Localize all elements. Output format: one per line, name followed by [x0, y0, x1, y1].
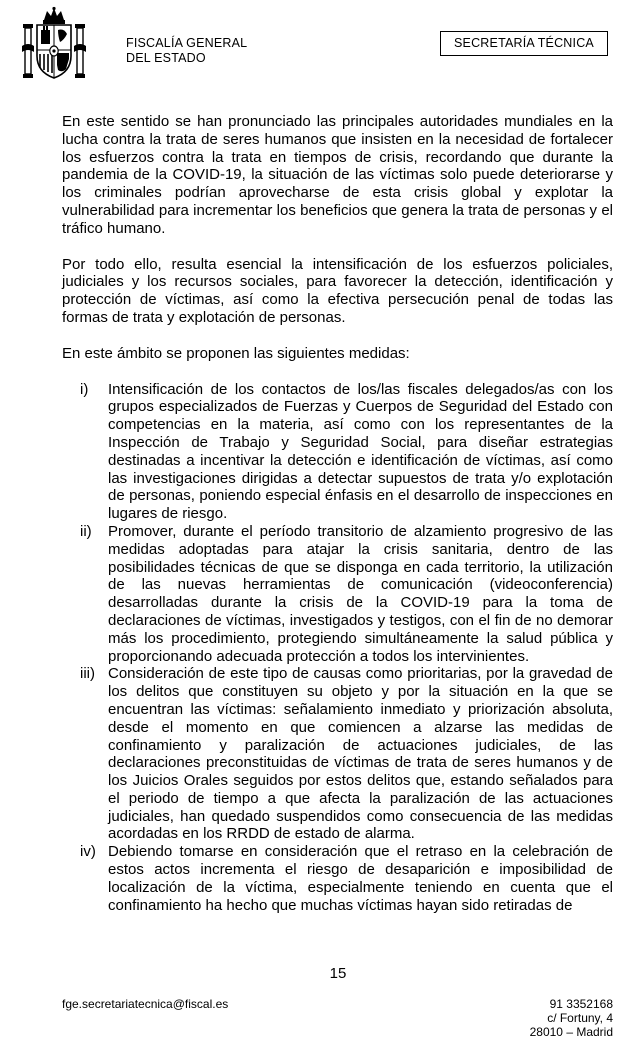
- list-marker: i): [80, 380, 89, 398]
- body-paragraph: En este sentido se han pronunciado las principales autoridades mundiales en la lucha contra la trata de seres humanos que insisten en la necesidad de fortalecer los esfuerzos contra la trata en tiempos de crisis, recordando que durante la pandemia de la COVID-19, la situación de las víctimas solo puede deteriorarse y los criminales podrían aprovecharse de esta crisis global y explotar la vulnerabilidad para incrementar los beneficios que genera la trata de personas y el tráfico humano.: [62, 113, 613, 237]
- department-label: SECRETARÍA TÉCNICA: [440, 31, 608, 56]
- list-item: [62, 665, 613, 843]
- page-header: [0, 0, 638, 80]
- list-marker: iv): [80, 843, 96, 861]
- organization-name-line1: FISCALÍA GENERAL: [126, 36, 248, 50]
- list-item-text: Promover, durante el período transitorio de alzamiento progresivo de las medidas adoptadas para atajar la crisis sanitaria, dentro de las posibilidades técnicas de que se disponga en cada territorio, la utilización de las nuevas herramientas de comunicación (videoconferencia) desarrolladas durante la crisis de la COVID-19 para la toma de declaraciones de víctimas, investigados y testigos, con el fin de no demorar más los procedimiento, protegiendo simultáneamente la salud pública y proporcionando adecuada protección a todos los intervinientes.: [108, 522, 613, 665]
- list-item-text: Debiendo tomarse en consideración que el retraso en la celebración de estos actos incrementa el riesgo de desaparición e imposibilidad de localización de la víctima, especialmente teniendo en cuenta que el confinamiento ha hecho que muchas víctimas hayan sido retiradas de: [108, 843, 613, 914]
- list-item-text: Intensificación de los contactos de los/las fiscales delegados/as con los grupos especializados de Fuerzas y Cuerpos de Seguridad del Estado con competencias en la materia, así como con los representantes de la Inspección de Trabajo y Seguridad Social, para diseñar estrategias destinadas a incentivar la detección e identificación de víctimas, así como las investigaciones dirigidas a detectar supuestos de trata y/o explotación de personas, poniendo especial énfasis en el desarrollo de inspecciones en lugares de riesgo.: [108, 380, 613, 523]
- document-body: [62, 113, 613, 914]
- footer-contact: [530, 997, 613, 1039]
- list-item: [62, 523, 613, 665]
- body-paragraph: En este ámbito se proponen las siguientes medidas:: [62, 344, 410, 362]
- spanish-coat-of-arms-icon: [20, 6, 88, 82]
- list-marker: ii): [80, 522, 92, 540]
- footer-email: fge.secretariatecnica@fiscal.es: [62, 997, 229, 1011]
- measures-list: [62, 381, 613, 915]
- page-number: 15: [329, 965, 347, 982]
- organization-name: [126, 36, 247, 66]
- list-item: [62, 381, 613, 523]
- footer-city: 28010 – Madrid: [529, 1025, 613, 1039]
- footer-street: c/ Fortuny, 4: [547, 1011, 613, 1025]
- footer-phone: 91 3352168: [549, 997, 613, 1011]
- organization-name-line2: DEL ESTADO: [126, 51, 206, 65]
- list-item: [62, 843, 613, 914]
- list-item-text: Consideración de este tipo de causas como prioritarias, por la gravedad de los delitos que constituyen su objeto y por la situación en la que se encuentran las víctimas: señalamiento inmediato y priorización absoluta, desde el momento en que comiencen a alzarse las medidas de confinamiento y paralización de actuaciones judiciales, de las declaraciones preconstituidas de víctimas de trata de seres humanos y de los Juicios Orales seguidos por estos delitos que, estando señalados para el periodo de tiempo a que afecta la paralización de las actuaciones judiciales, han quedado suspendidos como consecuencia de las medidas acordadas en los RRDD de estado de alarma.: [108, 665, 613, 843]
- body-paragraph: Por todo ello, resulta esencial la intensificación de los esfuerzos policiales, judiciales y los recursos sociales, para favorecer la detección, identificación y protección de víctimas, así como la efectiva persecución penal de todas las formas de trata y explotación de personas.: [62, 255, 613, 326]
- list-marker: iii): [80, 665, 95, 683]
